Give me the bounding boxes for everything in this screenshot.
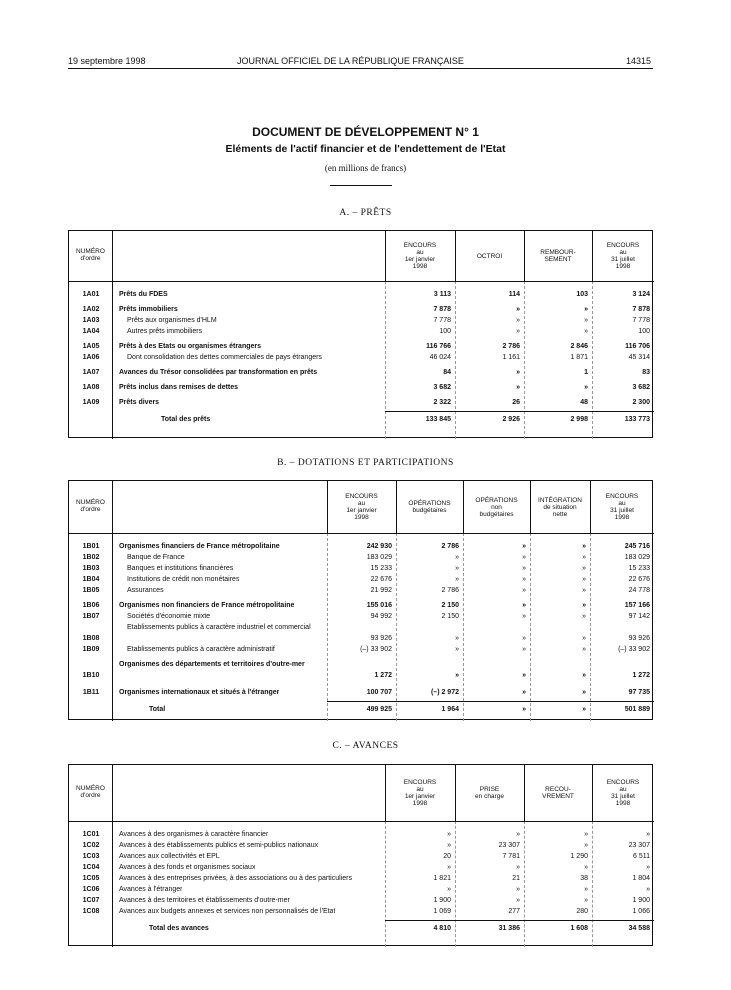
row-value: 6 511 [633,853,650,860]
row-value: » [455,646,459,653]
row-label: Organismes non financiers de France métropolitaine [119,602,295,609]
header-rule [68,68,653,69]
row-value: 277 [508,908,520,915]
row-value: » [584,864,588,871]
doc-subtitle: Eléments de l'actif financier et de l'endettement de l'Etat [225,143,506,155]
row-value: 116 706 [625,343,650,350]
header-c1: ENCOURS au 1er janvier 1998 [345,493,378,521]
row-value: » [516,369,520,376]
row-value: » [522,587,526,594]
table-row [69,873,654,884]
row-value: » [582,543,586,550]
table-avances [68,764,653,946]
total-value: 501 889 [624,706,650,713]
row-value: 26 [512,399,520,406]
table-prets [68,230,653,438]
row-value: » [582,635,586,642]
table-row [69,895,654,906]
row-value: » [646,864,650,871]
table-row [69,829,654,840]
row-value: » [582,565,586,572]
row-value: 242 930 [366,543,392,550]
row-value: » [584,886,588,893]
row-value: 83 [642,369,650,376]
row-value: 2 786 [502,343,520,350]
row-value: » [584,317,588,324]
row-value: 20 [443,853,451,860]
section-c-title: C. – AVANCES [332,741,399,751]
total-value: » [522,706,526,713]
row-label: Assurances [127,587,164,594]
doc-title: DOCUMENT DE DÉVELOPPEMENT N° 1 [252,125,479,139]
table-row [69,397,654,408]
row-code: 1B02 [82,554,100,561]
row-value: 7 878 [632,306,650,313]
row-value: » [584,842,588,849]
header-c5: ENCOURS au 31 juillet 1998 [605,493,639,521]
row-label: Avances à des organismes à caractère financier [119,831,269,838]
table-row [69,304,654,315]
row-code: 1C07 [82,897,100,904]
row-value: (–) 33 902 [618,646,650,653]
table-row [69,862,654,873]
row-value: » [516,886,520,893]
row-value: » [447,886,451,893]
total-value: 2 926 [502,416,520,423]
row-value: 24 778 [628,587,650,594]
row-value: » [455,554,459,561]
row-value: » [582,646,586,653]
row-label: Avances à des territoires et établissements d'outre-mer [119,897,290,904]
row-label: Organismes internationaux et situés à l'étranger [119,689,280,696]
row-value: » [516,831,520,838]
header-c4: INTÉGRATION de situation nette [538,496,582,518]
row-label: Avances à des établissements publics et semi-publics nationaux [119,842,319,849]
title-rule [330,185,392,186]
header-numero: NUMÉRO d'ordre [76,499,105,513]
row-value: » [522,635,526,642]
total-rule [385,920,654,921]
row-value: 38 [580,875,588,882]
row-value: 1 900 [632,897,650,904]
row-value: » [584,306,588,313]
row-code: 1A07 [82,369,100,376]
row-value: 97 735 [628,689,650,696]
row-value: 1 [584,369,588,376]
header-c1: ENCOURS au 1er janvier 1998 [403,242,437,270]
row-value: » [584,384,588,391]
row-value: » [584,831,588,838]
row-value: 2 322 [433,399,451,406]
row-value: 155 016 [366,602,392,609]
row-value: 100 [638,328,650,335]
header-rule [69,533,654,534]
row-value: » [516,897,520,904]
row-value: 7 878 [433,306,451,313]
row-value: 7 781 [502,853,520,860]
row-code: 1A04 [82,328,100,335]
total-row [69,923,654,934]
total-rule [327,701,654,702]
table-row [69,341,654,352]
header-c2: OPÉRATIONS budgétaires [408,500,451,514]
total-label: Total des prêts [161,416,211,423]
row-value: » [455,565,459,572]
row-value: » [646,831,650,838]
row-value: 93 926 [370,635,392,642]
row-code: 1C08 [82,908,100,915]
row-code: 1A03 [82,317,100,324]
row-value: » [584,897,588,904]
row-label: Avances aux budgets annexes et services non personnalisés de l'Etat [119,908,336,915]
header-c2: PRISE en charge [475,786,504,800]
row-value: » [522,602,526,609]
row-value: 280 [576,908,588,915]
row-label: Prêts divers [119,399,160,406]
row-code: 1B03 [82,565,100,572]
row-code: 1B10 [82,672,100,679]
row-value: » [582,602,586,609]
row-label: Prêts à des Etats ou organismes étrangers [119,343,261,350]
table-row [69,367,654,378]
table-row [69,326,654,337]
table-row [69,315,654,326]
header-page: 14315 [626,56,652,66]
row-code: 1A06 [82,354,100,361]
total-value: 1 608 [570,925,588,932]
row-code: 1A08 [82,384,100,391]
row-value: » [582,587,586,594]
row-value: 94 992 [370,613,392,620]
total-value: 499 925 [366,706,392,713]
row-value: 23 307 [498,842,520,849]
header-c4: ENCOURS au 31 juillet 1998 [606,242,640,270]
row-value: 23 307 [628,842,650,849]
row-value: 2 150 [441,613,459,620]
header-numero: NUMÉRO d'ordre [76,785,105,799]
row-code: 1C02 [82,842,100,849]
row-value: » [646,886,650,893]
row-label: Avances du Trésor consolidées par transformation en prêts [119,369,318,376]
row-label: Organismes financiers de France métropolitaine [119,543,280,550]
row-code: 1B11 [82,689,100,696]
row-label: Avances à des fonds et organismes sociaux [119,864,256,871]
row-value: 93 926 [628,635,650,642]
row-value: 3 124 [632,291,650,298]
row-value: 1 161 [502,354,520,361]
row-label: Autres prêts immobiliers [127,328,203,335]
row-label: Etablissements publics à caractère industriel et commercial [127,624,311,631]
total-value: 1 964 [441,706,459,713]
row-value: 2 786 [441,543,459,550]
row-value: » [455,576,459,583]
total-value: 31 386 [498,925,520,932]
row-label: Institutions de crédit non monétaires [127,576,240,583]
row-code: 1B04 [82,576,100,583]
table-row [69,851,654,862]
row-value: 1 804 [632,875,650,882]
row-value: 1 272 [374,672,392,679]
row-value: » [516,864,520,871]
row-value: » [582,554,586,561]
total-value: » [582,706,586,713]
row-code: 1C03 [82,853,100,860]
table-row [69,552,654,563]
section-b-title: B. – DOTATIONS ET PARTICIPATIONS [277,458,454,468]
row-code: 1C01 [82,831,100,838]
row-value: 1 069 [433,908,451,915]
row-label: Banque de France [127,554,185,561]
table-row [69,585,654,596]
row-value: 1 272 [632,672,650,679]
header-rule [69,821,654,822]
doc-unit: (en millions de francs) [324,163,407,173]
row-value: 157 166 [624,602,650,609]
table-row [69,622,654,644]
row-value: 116 766 [426,343,451,350]
section-a-title: A. – PRÊTS [339,208,392,218]
row-code: 1C06 [82,886,100,893]
row-value: 245 716 [624,543,650,550]
row-value: (–) 2 972 [430,689,459,696]
table-row [69,611,654,622]
row-value: » [582,576,586,583]
row-value: 21 992 [370,587,392,594]
row-value: 48 [580,399,588,406]
row-value: » [522,554,526,561]
table-dotations [68,480,653,720]
row-value: » [522,613,526,620]
row-value: 45 314 [628,354,650,361]
row-value: » [522,543,526,550]
row-label: Avances aux collectivités et EPL [119,853,220,860]
row-value: 2 786 [441,587,459,594]
row-value: » [582,672,586,679]
row-value: » [447,864,451,871]
header-journal: JOURNAL OFFICIEL DE LA RÉPUBLIQUE FRANÇAISE [237,56,464,66]
row-value: » [516,384,520,391]
row-value: 1 290 [570,853,588,860]
row-value: » [447,842,451,849]
row-label: Prêts inclus dans remises de dettes [119,384,239,391]
row-value: » [582,689,586,696]
row-value: 183 029 [366,554,392,561]
row-label: Avances à l'étranger [119,886,183,893]
row-value: » [516,317,520,324]
total-value: 133 845 [425,416,451,423]
table-row [69,600,654,611]
row-value: 3 682 [632,384,650,391]
row-value: 15 233 [628,565,650,572]
total-row [69,414,654,425]
row-value: 21 [512,875,520,882]
row-value: 3 682 [433,384,451,391]
table-row [69,659,654,681]
row-label: Avances à des entreprises privées, à des associations ou à des particuliers [119,875,352,882]
row-label: Prêts immobiliers [119,306,178,313]
row-value: » [584,328,588,335]
row-value: 100 [439,328,451,335]
header-date: 19 septembre 1998 [68,56,146,66]
table-row [69,687,654,698]
row-value: 84 [443,369,451,376]
table-row [69,289,654,300]
row-code: 1B05 [82,587,100,594]
row-value: 3 113 [433,291,451,298]
row-label: Etablissements publics à caractère administratif [127,646,275,653]
row-code: 1A01 [82,291,100,298]
row-value: 7 778 [433,317,451,324]
row-value: 22 676 [628,576,650,583]
table-row [69,884,654,895]
row-value: » [522,672,526,679]
row-value: 100 707 [366,689,392,696]
row-label: Prêts du FDES [119,291,168,298]
header-numero: NUMÉRO d'ordre [76,248,105,262]
table-row [69,840,654,851]
row-value: » [516,306,520,313]
row-value: (–) 33 902 [360,646,392,653]
row-label: Dont consolidation des dettes commerciales de pays étrangers [127,354,322,361]
table-row [69,541,654,552]
row-value: 1 066 [632,908,650,915]
row-code: 1A05 [82,343,100,350]
row-value: 2 300 [632,399,650,406]
row-value: 1 871 [570,354,588,361]
total-value: 133 773 [624,416,650,423]
row-value: » [455,635,459,642]
row-value: 22 676 [370,576,392,583]
row-value: » [516,328,520,335]
row-code: 1B08 [82,635,100,642]
total-value: 2 998 [570,416,588,423]
row-code: 1B06 [82,602,100,609]
total-value: 4 810 [433,925,451,932]
row-code: 1B09 [82,646,100,653]
table-row [69,574,654,585]
row-value: » [522,565,526,572]
row-value: » [455,672,459,679]
total-value: 34 588 [628,925,650,932]
row-label: Prêts aux organismes d'HLM [127,317,217,324]
header-rule [69,281,654,282]
table-row [69,382,654,393]
row-value: 2 150 [441,602,459,609]
total-row [69,704,654,715]
row-value: 183 029 [624,554,650,561]
row-value: 2 846 [570,343,588,350]
table-row [69,563,654,574]
row-value: 103 [576,291,588,298]
row-label: Banques et institutions financières [127,565,234,572]
row-value: 7 778 [632,317,650,324]
row-value: » [522,646,526,653]
table-row [69,644,654,655]
header-c3: OPÉRATIONS non budgétaires [475,496,518,518]
row-value: 1 900 [433,897,451,904]
header-c2: OCTROI [476,252,503,260]
row-label: Organismes des départements et territoires d'outre-mer [119,661,305,668]
row-code: 1C05 [82,875,100,882]
row-value: 97 142 [628,613,650,620]
row-value: 114 [508,291,520,298]
row-value: » [522,689,526,696]
header-c1: ENCOURS au 1er janvier 1998 [403,779,437,807]
total-rule [385,411,654,412]
row-code: 1C04 [82,864,100,871]
table-row [69,906,654,917]
header-c4: ENCOURS au 31 juillet 1998 [606,779,640,807]
row-value: » [582,613,586,620]
row-value: 1 821 [433,875,451,882]
row-code: 1A02 [82,306,100,313]
row-value: 15 233 [370,565,392,572]
row-code: 1B07 [82,613,100,620]
row-value: » [522,576,526,583]
total-label: Total [149,706,166,713]
row-code: 1B01 [82,543,100,550]
row-label: Sociétés d'économie mixte [127,613,211,620]
row-value: » [447,831,451,838]
row-code: 1A09 [82,399,100,406]
header-c3: REMBOUR- SEMENT [540,249,576,263]
table-row [69,352,654,363]
total-label: Total des avances [149,925,209,932]
row-value: 46 024 [429,354,451,361]
header-c3: RECOU- VREMENT [542,786,574,800]
